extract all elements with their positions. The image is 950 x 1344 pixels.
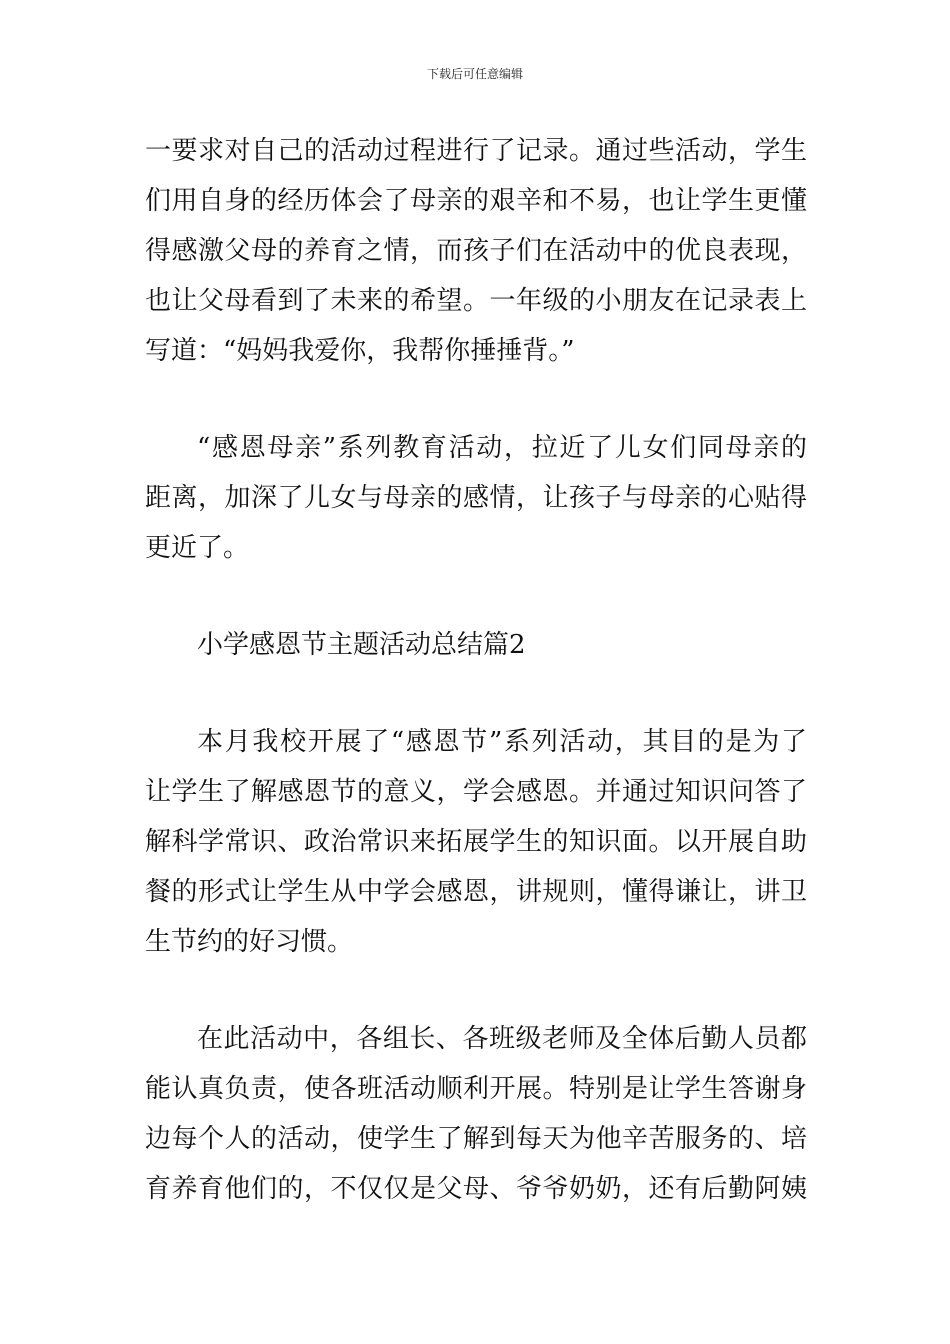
text-line: 更近了。: [145, 533, 250, 563]
text-line: 育养育他们的，不仅仅是父母、爷爷奶奶，还有后勤阿姨: [145, 1174, 807, 1204]
text-line: 得感激父母的养育之情，而孩子们在活动中的优良表现，: [145, 236, 807, 266]
text-line: 能认真负责，使各班活动顺利开展。特别是让学生答谢身: [145, 1074, 807, 1104]
text-line: 让学生了解感恩节的意义，学会感恩。并通过知识问答了: [145, 777, 807, 807]
paragraph-1: [145, 126, 807, 376]
text-line: 生节约的好习惯。: [145, 927, 354, 957]
paragraph-3: [145, 717, 807, 967]
text-line: 写道：“妈妈我爱你，我帮你捶捶背。”: [145, 336, 575, 366]
document-body: [145, 126, 807, 1261]
section-title: 小学感恩节主题活动总结篇2: [197, 630, 526, 660]
page-header: 下载后可任意编辑: [426, 67, 523, 81]
text-line: 们用自身的经历体会了母亲的艰辛和不易，也让学生更懂: [145, 186, 807, 216]
text-line: 一要求对自己的活动过程进行了记录。通过些活动，学生: [145, 136, 807, 166]
paragraph-4: [145, 1014, 807, 1214]
text-line: 解科学常识、政治常识来拓展学生的知识面。以开展自助: [145, 827, 807, 857]
text-line: “感恩母亲”系列教育活动，拉近了儿女们同母亲的: [197, 433, 807, 463]
text-line: 也让父母看到了未来的希望。一年级的小朋友在记录表上: [145, 286, 807, 316]
text-line: 餐的形式让学生从中学会感恩，讲规则，懂得谦让，讲卫: [145, 877, 807, 907]
paragraph-2: [145, 423, 807, 573]
text-line: 距离，加深了儿女与母亲的感情，让孩子与母亲的心贴得: [145, 483, 807, 513]
section-heading: [145, 620, 807, 670]
text-line: 边每个人的活动，使学生了解到每天为他辛苦服务的、培: [145, 1124, 807, 1154]
text-line: 本月我校开展了“感恩节”系列活动，其目的是为了: [197, 727, 807, 757]
text-line: 在此活动中，各组长、各班级老师及全体后勤人员都: [197, 1024, 807, 1054]
